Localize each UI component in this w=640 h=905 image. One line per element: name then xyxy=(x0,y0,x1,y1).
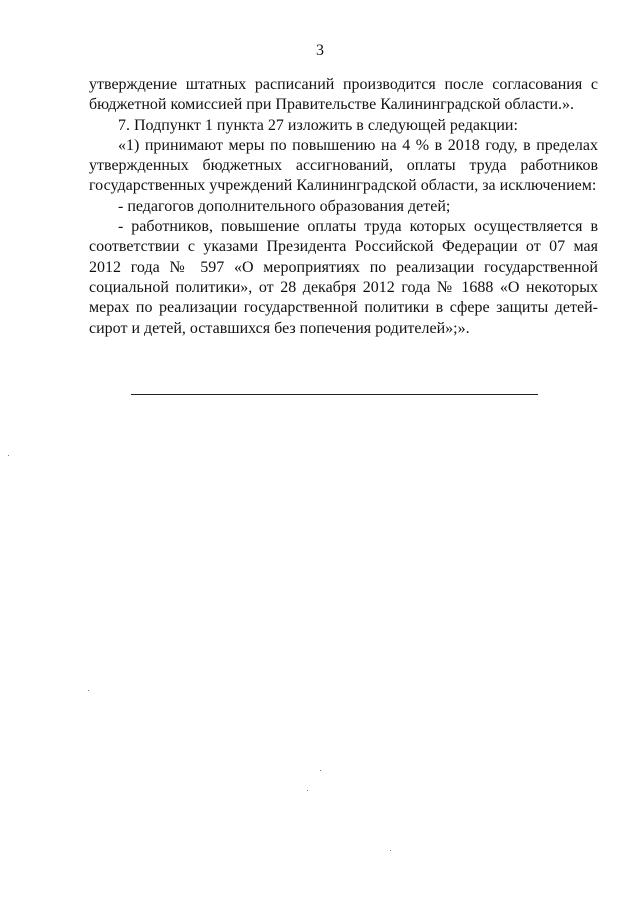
paragraph-exception-2: - работников, повышение оплаты труда которых осуществляется в соответствии с указами Президента Российской Федерации от 07 мая 2012 года № 597 «О мероприятиях по реализации государственной социальной политики», от 28 декабря 2012 года № 1688 «О некоторых мерах по реализации государственной политики в сфере защиты детей-сирот и детей, оставшихся без попечения родителей»;». xyxy=(89,218,598,337)
paragraph-exception-1: - педагогов дополнительного образования детей; xyxy=(118,197,451,215)
scan-speck xyxy=(320,770,321,771)
scan-speck xyxy=(8,455,9,456)
paragraph-continuation: утверждение штатных расписаний производится после согласования с бюджетной комиссией при Правительстве Калининградской области.». xyxy=(89,76,598,114)
scan-speck xyxy=(88,690,89,691)
end-separator-line xyxy=(131,394,538,395)
page-number: 3 xyxy=(316,42,324,59)
scan-speck xyxy=(390,850,391,851)
document-body xyxy=(89,75,598,339)
paragraph-amendment-item: 7. Подпункт 1 пункта 27 изложить в следующей редакции: xyxy=(118,116,518,134)
paragraph-quoted-subitem: «1) принимают меры по повышению на 4 % в 2018 году, в пределах утвержденных бюджетных ассигнований, оплаты труда работников государственных учреждений Калининградской области, за исключением: xyxy=(89,136,598,195)
scan-speck xyxy=(307,790,308,791)
